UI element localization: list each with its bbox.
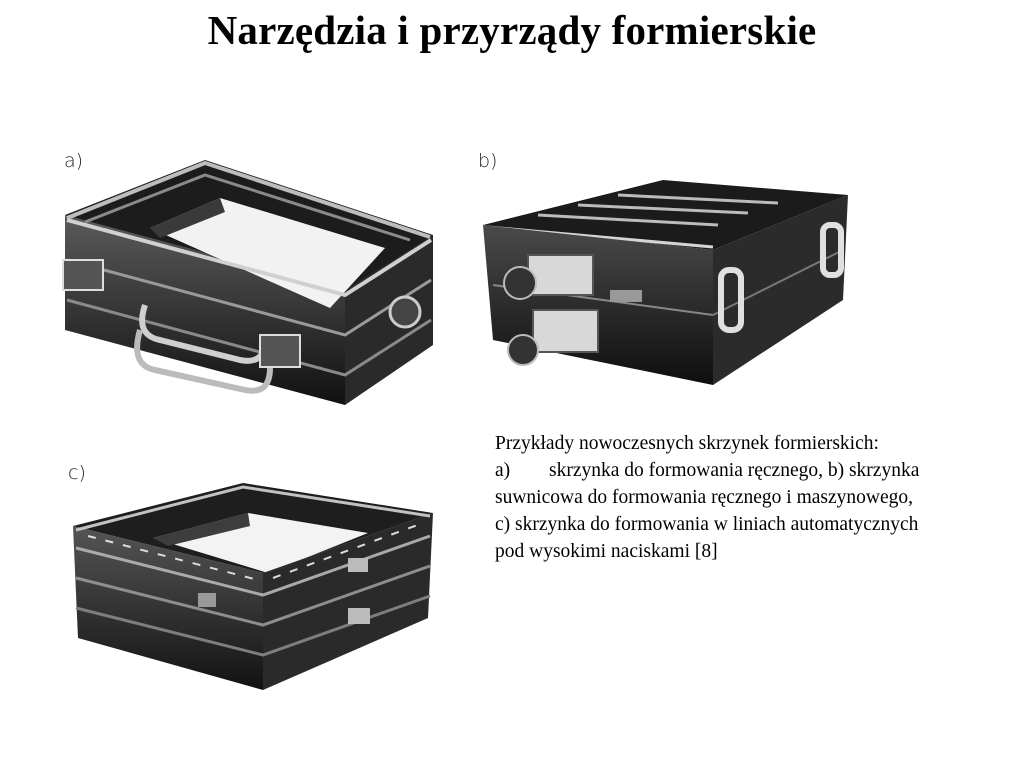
caption-item-a-prefix: a) bbox=[495, 460, 511, 481]
slide-title: Narzędzia i przyrządy formierskie bbox=[207, 7, 817, 53]
caption-line-5: pod wysokimi naciskami [8] bbox=[495, 541, 718, 562]
figure-c-label: c) bbox=[68, 462, 86, 484]
automatic-line-molding-flask-illustration bbox=[68, 478, 438, 690]
hand-molding-flask-illustration bbox=[55, 140, 440, 415]
caption-item-a-text: skrzynka do formowania ręcznego, b) skrzynka bbox=[549, 460, 920, 481]
caption-line-2 bbox=[495, 457, 1005, 484]
figure-caption bbox=[495, 430, 1005, 565]
caption-line-3: suwnicowa do formowania ręcznego i maszynowego, bbox=[495, 487, 914, 508]
caption-line-4: c) skrzynka do formowania w liniach automatycznych bbox=[495, 514, 919, 535]
figure-a-label: a) bbox=[64, 150, 84, 172]
figure-b-label: b) bbox=[478, 150, 498, 172]
caption-line-1: Przykłady nowoczesnych skrzynek formierskich: bbox=[495, 433, 879, 454]
crane-molding-flask-illustration bbox=[478, 175, 853, 385]
